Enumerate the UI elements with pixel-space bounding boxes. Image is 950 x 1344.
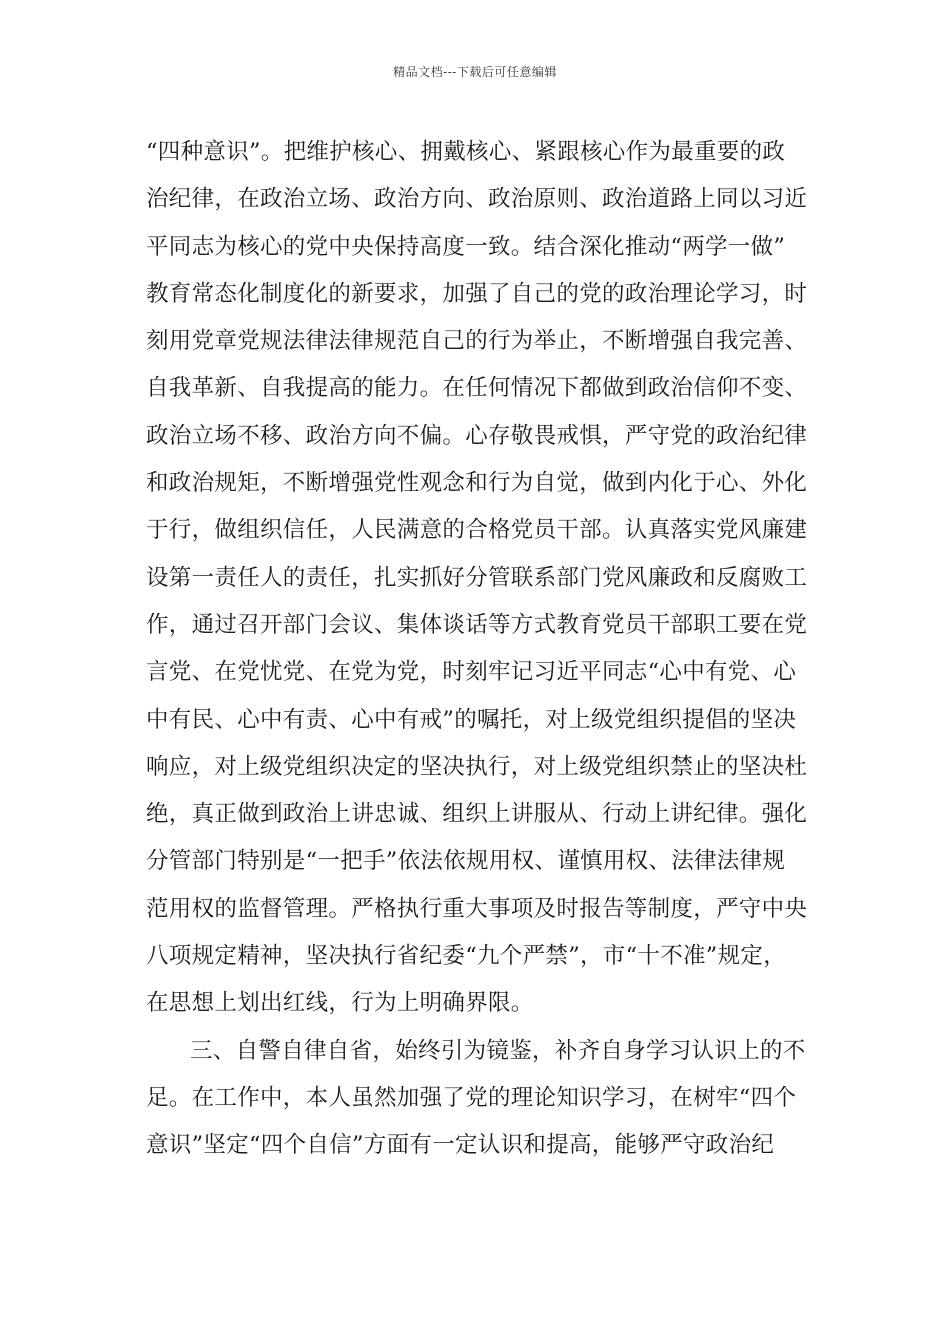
text-line: 作，通过召开部门会议、集体谈话等方式教育党员干部职工要在党: [146, 611, 808, 638]
text-line: 政治立场不移、政治方向不偏。心存敬畏戒惧，严守党的政治纪律: [146, 422, 808, 449]
text-line: 绝，真正做到政治上讲忠诚、组织上讲服从、行动上讲纪律。强化: [146, 801, 808, 828]
text-line: 八项规定精神，坚决执行省纪委“九个严禁”，市“十不准”规定，: [146, 943, 787, 970]
text-line: 在思想上划出红线，行为上明确界限。: [146, 990, 534, 1017]
text-line: 于行，做组织信任，人民满意的合格党员干部。认真落实党风廉建: [146, 517, 808, 544]
text-line: 言党、在党忧党、在党为党，时刻牢记习近平同志“心中有党、心: [146, 659, 797, 686]
text-line: 范用权的监督管理。严格执行重大事项及时报告等制度，严守中央: [146, 895, 808, 922]
text-line: 教育常态化制度化的新要求，加强了自己的党的政治理论学习，时: [146, 280, 808, 307]
text-line: 治纪律，在政治立场、政治方向、政治原则、政治道路上同以习近: [146, 186, 808, 213]
text-line: 分管部门特别是“一把手”依法依规用权、谨慎用权、法律法律规: [146, 848, 786, 875]
text-line: “四种意识”。把维护核心、拥戴核心、紧跟核心作为最重要的政: [146, 139, 786, 165]
section-heading-line: 三、自警自律自省，始终引为镜鉴，补齐自身学习认识上的不: [190, 1037, 806, 1064]
text-line: 平同志为核心的党中央保持高度一致。结合深化推动“两学一做”: [146, 233, 786, 260]
text-line: 设第一责任人的责任，扎实抓好分管联系部门党风廉政和反腐败工: [146, 564, 808, 591]
text-line: 意识”坚定“四个自信”方面有一定认识和提高，能够严守政治纪: [146, 1132, 775, 1159]
text-line: 和政治规矩，不断增强党性观念和行为自觉，做到内化于心、外化: [146, 470, 808, 497]
text-line: 足。在工作中，本人虽然加强了党的理论知识学习，在树牢“四个: [146, 1084, 797, 1111]
text-line: 刻用党章党规法律法律规范自己的行为举止，不断增强自我完善、: [146, 328, 808, 355]
text-line: 中有民、心中有责、心中有戒”的嘱托，对上级党组织提倡的坚决: [146, 706, 797, 733]
body-text: [146, 132, 816, 1173]
page-header: 精品文档---下载后可任意编辑: [393, 65, 557, 79]
text-line: 响应，对上级党组织决定的坚决执行，对上级党组织禁止的坚决杜: [146, 753, 808, 780]
text-line: 自我革新、自我提高的能力。在任何情况下都做到政治信仰不变、: [146, 375, 808, 402]
